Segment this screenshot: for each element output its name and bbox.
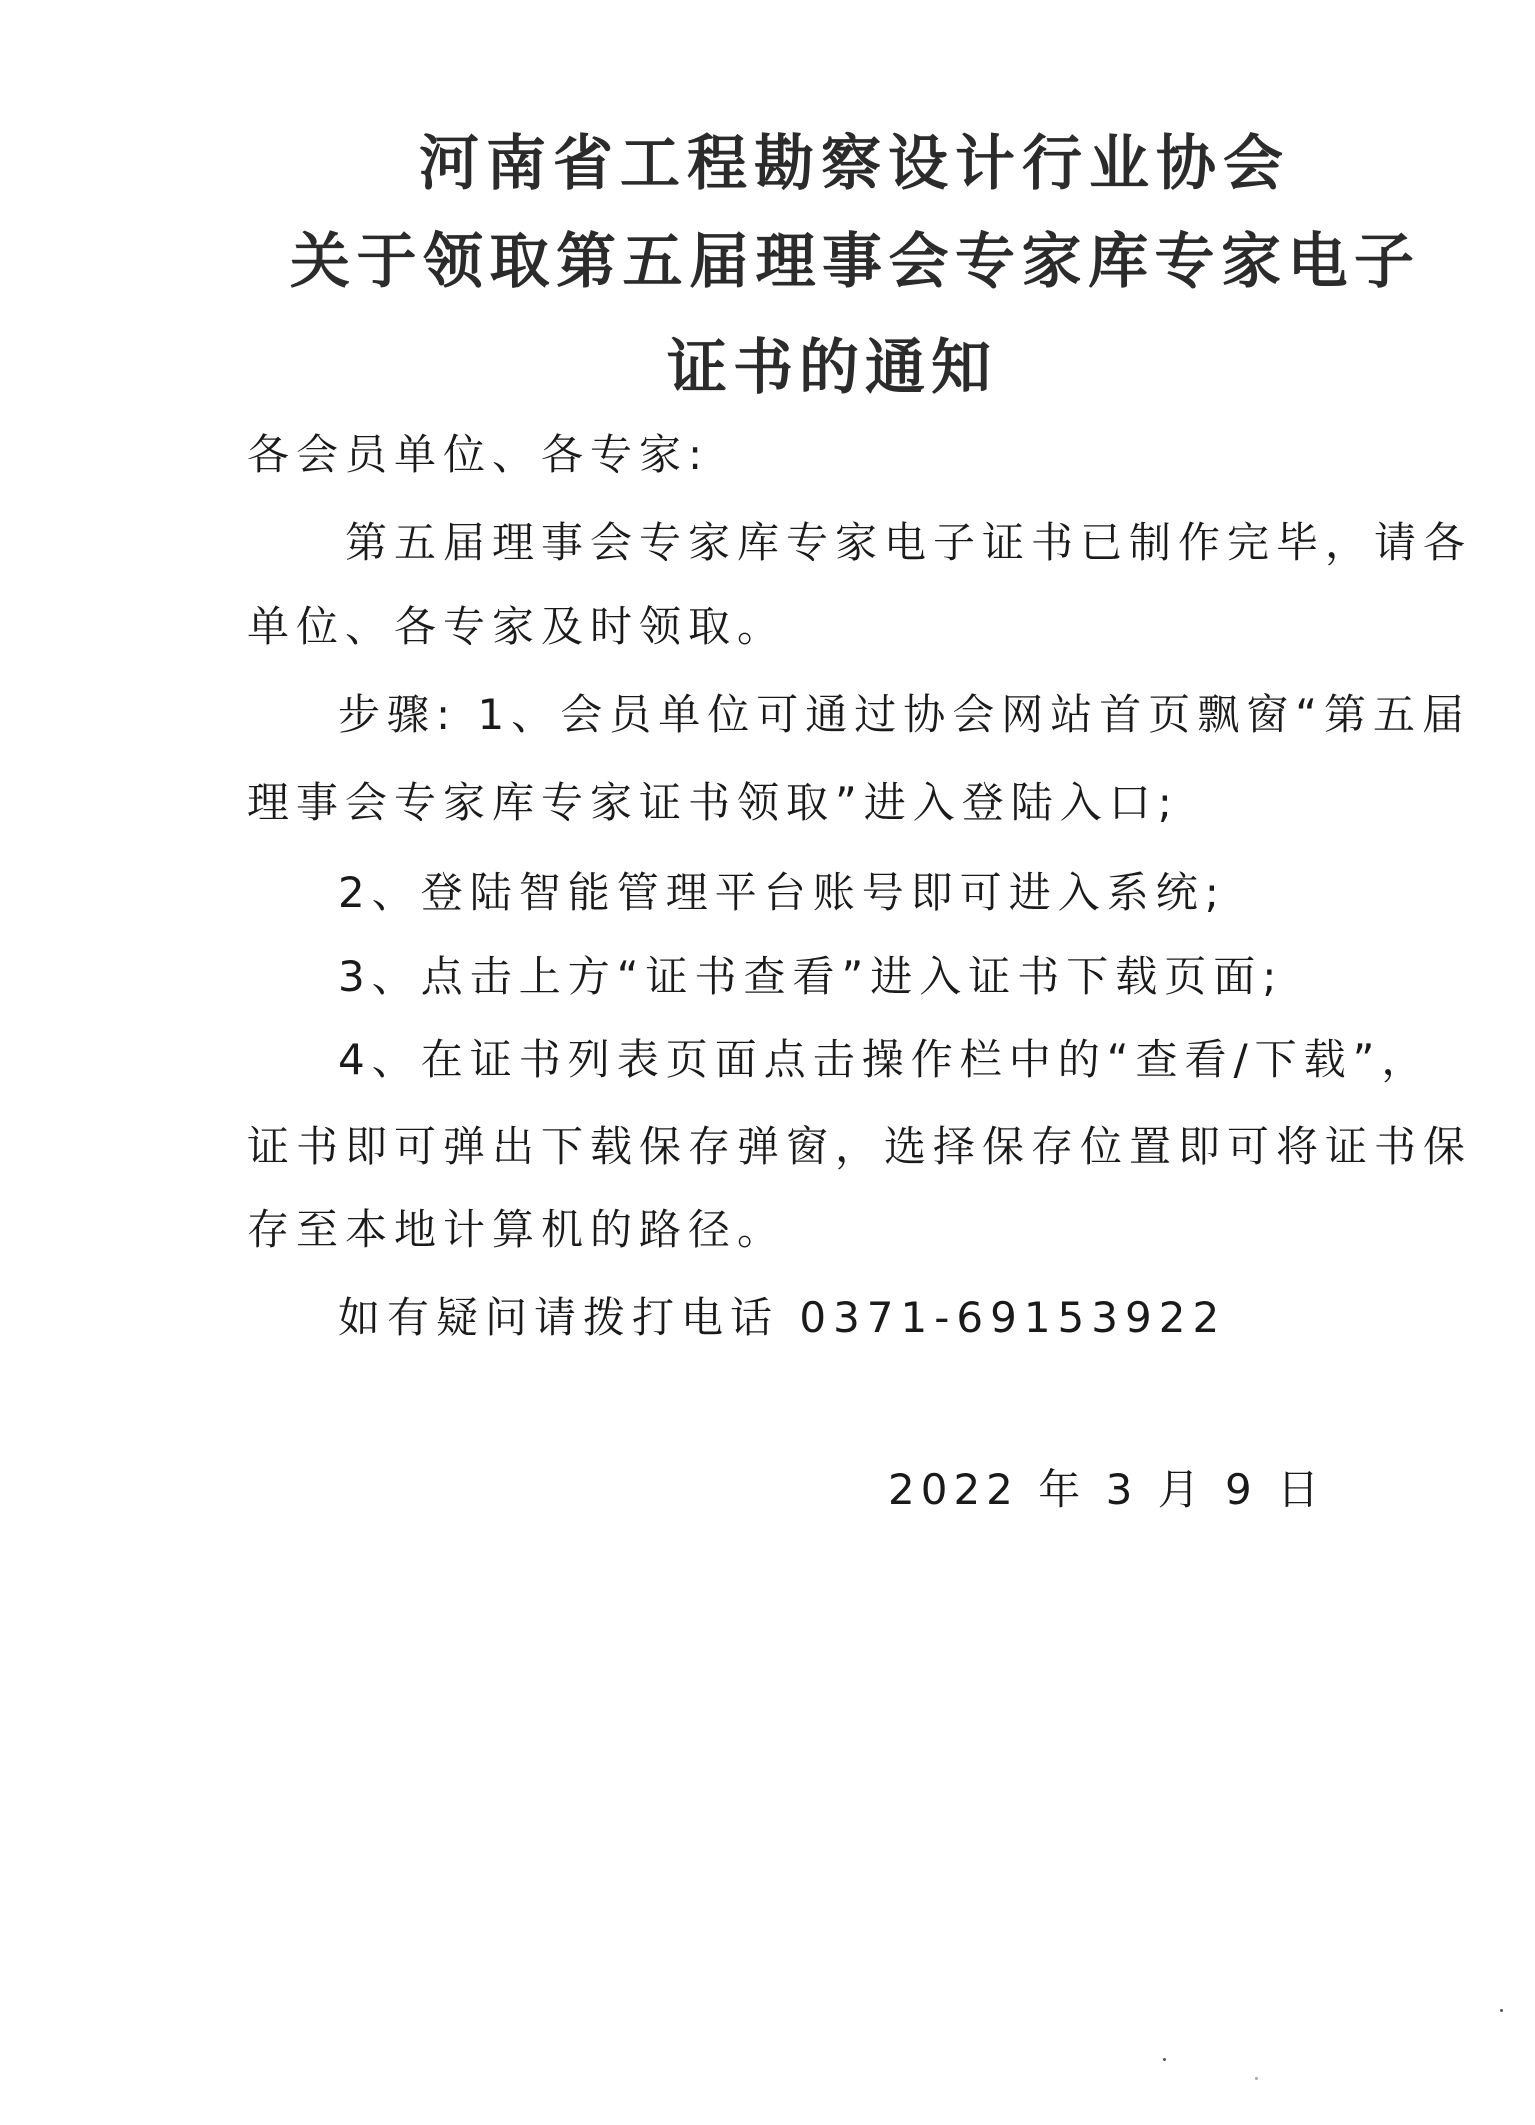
title-subject: 关于领取第五届理事会专家库专家电子: [290, 227, 1421, 297]
step-4-line-1: 4、在证书列表页面点击操作栏中的“查看/下载”，: [338, 1035, 1431, 1084]
step-4-line-3: 存至本地计算机的路径。: [247, 1205, 787, 1254]
step-3: 3、点击上方“证书查看”进入证书下载页面;: [338, 952, 1284, 1001]
step-4-line-2: 证书即可弹出下载保存弹窗，选择保存位置即可将证书保: [247, 1122, 1473, 1171]
title-subject-cont: 证书的通知: [667, 333, 997, 403]
salutation: 各会员单位、各专家:: [247, 430, 710, 479]
steps-line-2: 理事会专家库专家证书领取”进入登陆入口;: [247, 778, 1179, 827]
contact-line: 如有疑问请拨打电话 0371-69153922: [338, 1293, 1227, 1342]
document-date: 2022 年 3 月 9 日: [888, 1465, 1326, 1514]
title-organization: 河南省工程勘察设计行业协会: [419, 129, 1290, 199]
scan-speck: [1163, 2058, 1166, 2061]
steps-line-1: 步骤: 1、会员单位可通过协会网站首页飘窗“第五届: [338, 690, 1471, 739]
scan-speck: [1500, 2009, 1503, 2012]
step-2: 2、登陆智能管理平台账号即可进入系统;: [338, 868, 1226, 917]
scan-speck: [1255, 2077, 1258, 2080]
paragraph-1-line-1: 第五届理事会专家库专家电子证书已制作完毕，请各: [345, 518, 1473, 567]
paragraph-1-line-2: 单位、各专家及时领取。: [247, 602, 787, 651]
